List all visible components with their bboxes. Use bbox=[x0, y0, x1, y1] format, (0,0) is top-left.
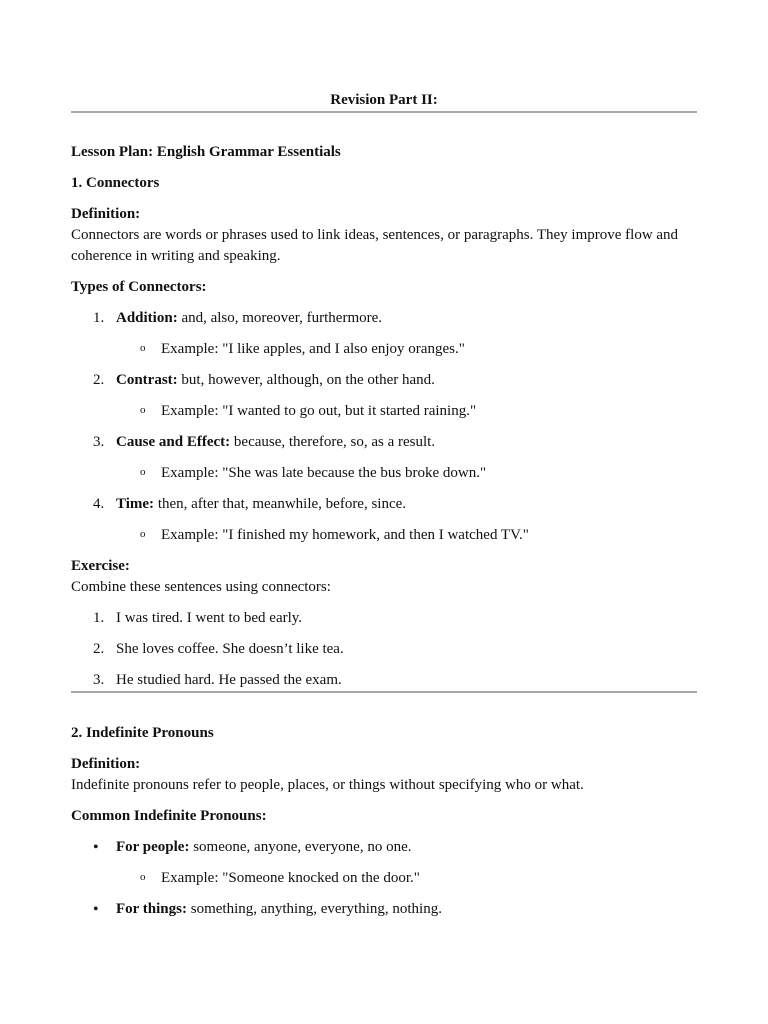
bullet-icon: • bbox=[93, 839, 99, 856]
exercise-sentence: He studied hard. He passed the exam. bbox=[116, 672, 342, 688]
pronoun-category-label: For people: bbox=[116, 839, 190, 855]
definition-text: Connectors are words or phrases used to link ideas, sentences, or paragraphs. They improve flow and coherence in writing and speaking. bbox=[71, 227, 679, 264]
list-item bbox=[71, 670, 697, 691]
list-item bbox=[71, 370, 697, 422]
horizontal-rule bbox=[71, 111, 697, 113]
exercise-label: Exercise: bbox=[71, 558, 130, 574]
document-title: Revision Part II: bbox=[330, 92, 438, 108]
section-heading-indefinite-pronouns: 2. Indefinite Pronouns bbox=[71, 725, 214, 741]
connector-type-words: but, however, although, on the other hand. bbox=[177, 372, 435, 388]
section-heading-connectors: 1. Connectors bbox=[71, 175, 160, 191]
list-number: 4. bbox=[93, 496, 105, 512]
exercise-list bbox=[71, 608, 697, 691]
circle-bullet-icon: o bbox=[140, 342, 146, 354]
horizontal-rule bbox=[71, 691, 697, 693]
list-number: 2. bbox=[93, 372, 105, 388]
example-line bbox=[71, 868, 697, 889]
connector-type-label: Cause and Effect: bbox=[116, 434, 231, 450]
pronoun-words: someone, anyone, everyone, no one. bbox=[189, 839, 412, 855]
example-line bbox=[71, 401, 697, 422]
circle-bullet-icon: o bbox=[140, 466, 146, 478]
connector-type-words: because, therefore, so, as a result. bbox=[230, 434, 436, 450]
example-text: Example: "She was late because the bus broke down." bbox=[161, 465, 487, 481]
circle-bullet-icon: o bbox=[140, 404, 146, 416]
list-item bbox=[71, 837, 697, 889]
connector-types-list bbox=[71, 308, 697, 546]
exercise-sentence: I was tired. I went to bed early. bbox=[116, 610, 303, 626]
circle-bullet-icon: o bbox=[140, 871, 146, 883]
circle-bullet-icon: o bbox=[140, 528, 146, 540]
document-content bbox=[71, 89, 697, 920]
pronoun-words: something, anything, everything, nothing. bbox=[186, 901, 442, 917]
example-text: Example: "I finished my homework, and then I watched TV." bbox=[161, 527, 529, 543]
list-number: 1. bbox=[93, 610, 105, 626]
connector-type-words: then, after that, meanwhile, before, since. bbox=[154, 496, 407, 512]
list-item bbox=[71, 899, 697, 920]
common-indefinite-pronouns-label: Common Indefinite Pronouns: bbox=[71, 808, 267, 824]
list-item bbox=[71, 608, 697, 629]
list-item bbox=[71, 308, 697, 360]
list-number: 3. bbox=[93, 672, 105, 688]
pronoun-category-label: For things: bbox=[116, 901, 187, 917]
example-text: Example: "Someone knocked on the door." bbox=[161, 870, 420, 886]
example-line bbox=[71, 463, 697, 484]
definition-text: Indefinite pronouns refer to people, places, or things without specifying who or what. bbox=[71, 777, 584, 793]
pronoun-list bbox=[71, 837, 697, 920]
example-text: Example: "I like apples, and I also enjoy oranges." bbox=[161, 341, 465, 357]
bullet-icon: • bbox=[93, 901, 99, 918]
example-text: Example: "I wanted to go out, but it started raining." bbox=[161, 403, 477, 419]
exercise-sentence: She loves coffee. She doesn’t like tea. bbox=[116, 641, 344, 657]
connector-type-words: and, also, moreover, furthermore. bbox=[177, 310, 383, 326]
list-number: 1. bbox=[93, 310, 105, 326]
list-item bbox=[71, 432, 697, 484]
list-number: 3. bbox=[93, 434, 105, 450]
list-number: 2. bbox=[93, 641, 105, 657]
connector-type-label: Time: bbox=[116, 496, 155, 512]
example-line bbox=[71, 525, 697, 546]
exercise-intro: Combine these sentences using connectors: bbox=[71, 579, 331, 595]
types-of-connectors-label: Types of Connectors: bbox=[71, 279, 207, 295]
definition-label: Definition: bbox=[71, 206, 141, 222]
example-line bbox=[71, 339, 697, 360]
lesson-plan-title: Lesson Plan: English Grammar Essentials bbox=[71, 144, 341, 160]
list-item bbox=[71, 639, 697, 660]
connector-type-label: Contrast: bbox=[116, 372, 178, 388]
connector-type-label: Addition: bbox=[116, 310, 178, 326]
definition-label: Definition: bbox=[71, 756, 141, 772]
list-item bbox=[71, 494, 697, 546]
